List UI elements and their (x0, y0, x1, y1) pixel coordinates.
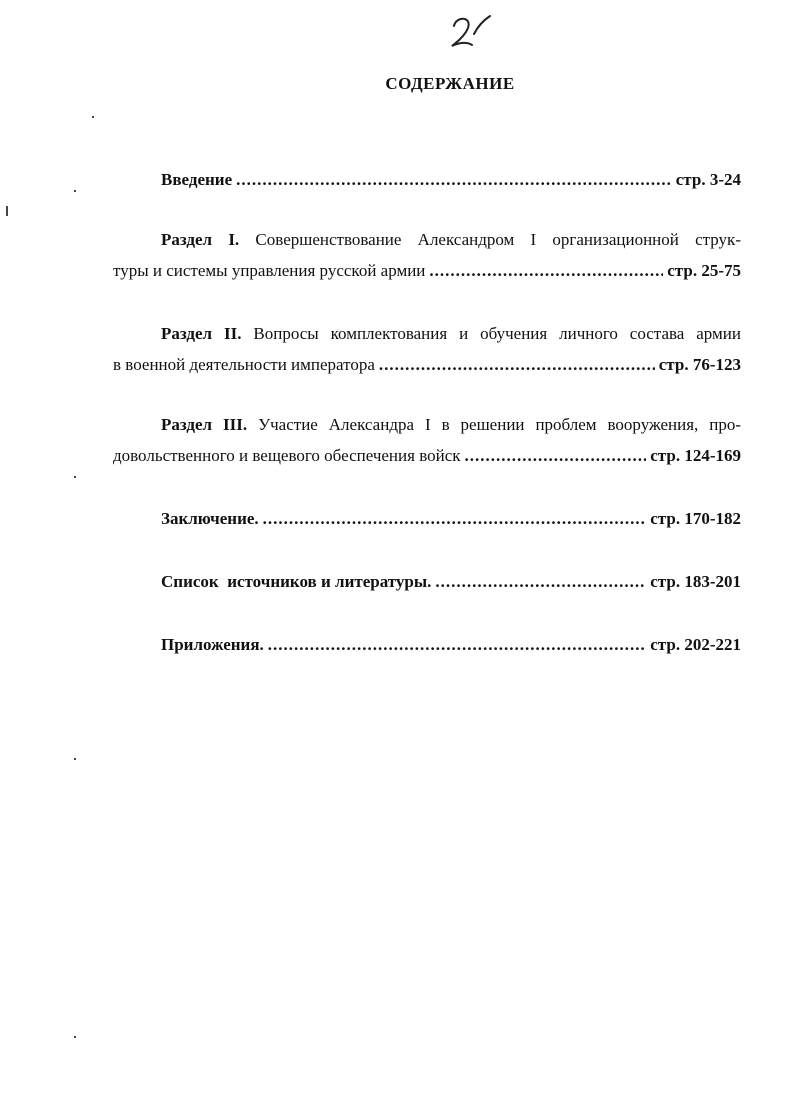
toc-section3-pages: стр. 124-169 (650, 446, 741, 465)
table-of-contents (113, 164, 741, 660)
toc-entry-appendix (113, 629, 741, 660)
dot-leader (465, 440, 647, 471)
scan-speck (74, 476, 76, 478)
toc-entry-section-1 (113, 224, 741, 286)
toc-entry-section-2 (113, 318, 741, 380)
toc-section2-line2: в военной деятельности императора (113, 355, 375, 374)
dot-leader (268, 629, 646, 660)
toc-section3-heading: Раздел III. (161, 415, 248, 434)
scan-speck (74, 758, 76, 760)
toc-section1-pages: стр. 25-75 (667, 261, 741, 280)
toc-sources-pages: стр. 183-201 (650, 572, 741, 591)
dot-leader (236, 164, 672, 195)
toc-section1-line1: Совершенствование Александром I организационной струк- (255, 230, 741, 249)
toc-appendix-pages: стр. 202-221 (650, 635, 741, 654)
toc-conclusion-pages: стр. 170-182 (650, 509, 741, 528)
scan-speck (92, 116, 94, 118)
toc-section2-pages: стр. 76-123 (658, 355, 741, 374)
scan-speck (6, 206, 8, 216)
toc-intro-heading: Введение (161, 170, 233, 189)
toc-section1-heading: Раздел I. (161, 230, 240, 249)
toc-section2-heading: Раздел II. (161, 324, 242, 343)
toc-entry-section-3 (113, 409, 741, 471)
toc-sources-heading: Список источников и литературы. (161, 572, 432, 591)
toc-section3-line1: Участие Александра I в решении проблем вооружения, про- (258, 415, 741, 434)
dot-leader (263, 503, 647, 534)
toc-appendix-heading: Приложения. (161, 635, 264, 654)
toc-entry-intro (113, 164, 741, 195)
scan-speck (74, 1036, 76, 1038)
dot-leader (435, 566, 646, 597)
toc-entry-conclusion (113, 503, 741, 534)
toc-section1-line2: туры и системы управления русской армии (113, 261, 426, 280)
handwritten-page-number (446, 12, 494, 52)
toc-intro-pages: стр. 3-24 (675, 170, 741, 189)
scan-speck (74, 190, 76, 192)
toc-conclusion-heading: Заключение. (161, 509, 259, 528)
toc-section3-line2: довольственного и вещевого обеспечения войск (113, 446, 461, 465)
toc-section2-line1: Вопросы комплектования и обучения личного состава армии (253, 324, 741, 343)
dot-leader (429, 255, 663, 286)
dot-leader (379, 349, 655, 380)
page-title: СОДЕРЖАНИЕ (385, 74, 515, 93)
toc-entry-sources (113, 566, 741, 597)
